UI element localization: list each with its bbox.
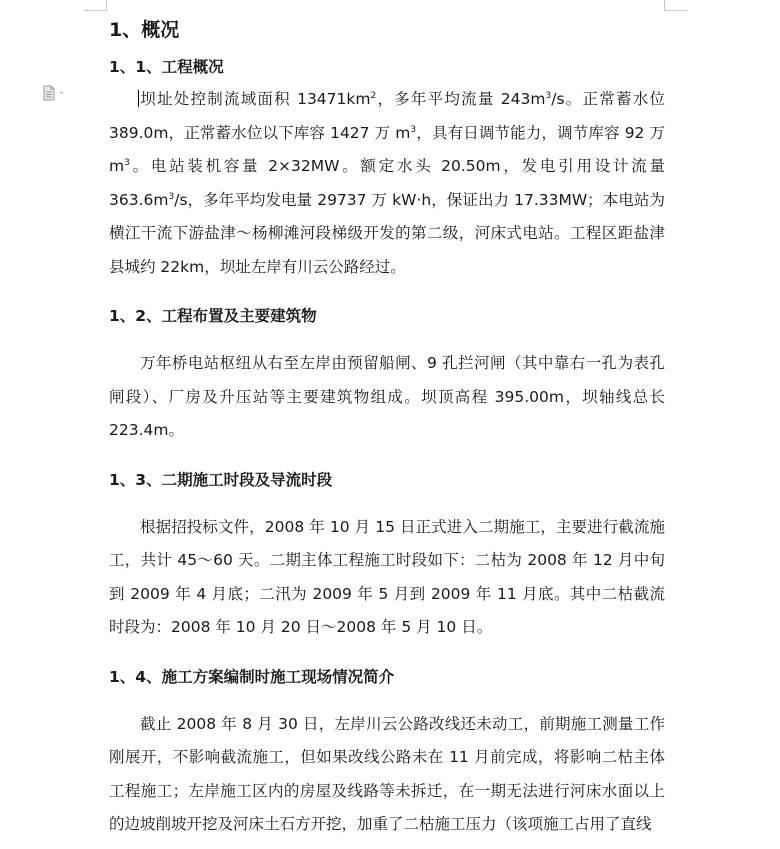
text-run: ，具有日调节能力，调节库容 92 万 m (109, 123, 665, 175)
section-heading-1-4: 1、4、施工方案编制时施工现场情况简介 (109, 667, 395, 686)
superscript: 3 (410, 124, 417, 135)
section-paragraph-1-3[interactable]: 根据招投标文件，2008 年 10 月 15 日正式进入二期施工，主要进行截流施工，共计 45～60 天。二期主体工程施工时段如下：二枯为 2008 年 12 月中旬到 2009 年 4 月底；二汛为 2009 年 5 月到 2009 年 11 月底。其中二枯截流时段为：2008 年 10 月 20 日～2008 年 5 月 10 日。 (109, 517, 665, 636)
text-run: 坝址处控制流域面积 13471km (139, 90, 371, 108)
superscript: 3 (545, 91, 552, 101)
page-corner-mark-right (664, 0, 687, 11)
section-paragraph-1-2[interactable]: 万年桥电站枢纽从右至左岸由预留船闸、9 孔拦河闸（其中靠右一孔为表孔闸段）、厂房及升压站等主要建筑物组成。坝顶高程 395.00m，坝轴线总长 223.4m。 (109, 354, 665, 439)
section-heading-1-1: 1、1、工程概况 (109, 58, 224, 76)
superscript: 2 (370, 91, 377, 101)
page-corner-mark-left (84, 0, 107, 11)
text-run: /s。正常蓄水位 389.0m，正常蓄水位以下库容 1427 万 m (109, 90, 665, 142)
superscript: 3 (168, 191, 175, 202)
text-run: ，多年平均流量 243m (376, 90, 546, 108)
document-body (109, 14, 665, 842)
document-icon[interactable] (42, 85, 68, 101)
section-paragraph-1-4[interactable]: 截止 2008 年 8 月 30 日，左岸川云公路改线还未动工，前期施工测量工作刚展开，不影响截流施工，但如果改线公路未在 11 月前完成，将影响二枯主体工程施工；左岸施工区内的房屋及线路等未拆迁，在一期无法进行河床水面以上的边坡削坡开挖及河床土石方开挖，加重了二枯施工压力（该项施工占用了直线 (109, 714, 665, 833)
superscript: 3 (124, 158, 130, 168)
section-heading-1-3: 1、3、二期施工时段及导流时段 (109, 470, 333, 489)
text-run: 。电站装机容量 2×32MW。额定水头 20.50m，发电引用设计流量 363.6m (109, 157, 665, 209)
section-heading-1-2: 1、2、工程布置及主要建筑物 (109, 307, 317, 325)
text-run: /s，多年平均发电量 29737 万 kW·h，保证出力 17.33MW；本电站为横江干流下游盐津～杨柳滩河段梯级开发的第二级，河床式电站。工程区距盐津县城约 22km，坝址左岸有川云公路经过。 (109, 190, 665, 276)
document-icon-glyph (42, 85, 68, 101)
section-paragraph-1-1[interactable] (109, 83, 665, 284)
chapter-heading: 1、概况 (109, 19, 180, 41)
